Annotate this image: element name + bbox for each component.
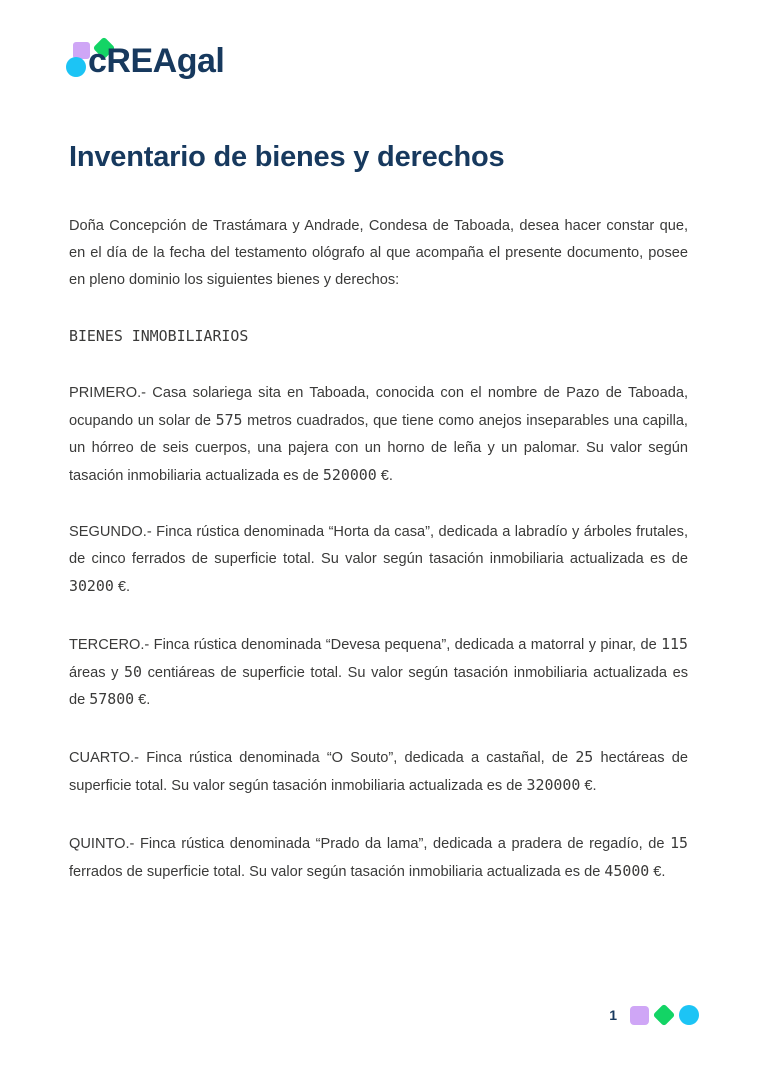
inserted-value: 50 xyxy=(124,662,142,681)
inserted-value: 25 xyxy=(575,748,594,767)
document-body xyxy=(69,213,688,885)
inserted-value: 575 xyxy=(215,410,243,429)
footer-diamond-icon xyxy=(653,1004,676,1027)
inserted-value: 45000 xyxy=(604,861,650,880)
text-segment: TERCERO.- Finca rústica denominada “Devesa pequena”, dedicada a matorral y pinar, de xyxy=(69,636,662,653)
logo-circle-icon xyxy=(66,57,86,77)
text-segment: €. xyxy=(649,863,666,880)
inserted-value: 115 xyxy=(661,634,688,653)
inserted-value: 520000 xyxy=(322,465,377,484)
logo-wordmark: cREAgal xyxy=(88,42,225,80)
footer-circle-icon xyxy=(679,1005,699,1025)
text-segment: hectáreas de superficie total. Su valor según tasación inmobiliaria actualizada es de xyxy=(69,750,688,794)
text-segment: CUARTO.- Finca rústica denominada “O Souto”, dedicada a castañal, de xyxy=(69,750,576,767)
inserted-value: 57800 xyxy=(89,690,135,709)
item-quinto xyxy=(69,830,688,886)
section-heading-bienes-inmobiliarios xyxy=(69,323,688,350)
creagal-logo xyxy=(64,30,284,88)
text-segment: SEGUNDO.- Finca rústica denominada “Horta da casa”, dedicada a labradío y árboles frutales, de cinco ferrados de superficie total. Su valor según tasación inmobiliaria actualizada es de xyxy=(69,524,688,568)
text-segment: centiáreas de superficie total. Su valor según tasación inmobiliaria actualizada es de xyxy=(69,664,688,709)
item-cuarto xyxy=(69,744,688,800)
page-title: Inventario de bienes y derechos xyxy=(69,141,505,173)
page-footer xyxy=(609,1005,699,1025)
text-segment: €. xyxy=(376,467,393,484)
inserted-value: BIENES INMOBILIARIOS xyxy=(69,327,249,346)
text-segment: ferrados de superficie total. Su valor según tasación inmobiliaria actualizada es de xyxy=(69,863,605,880)
text-segment: PRIMERO.- Casa solariega sita en Taboada, conocida con el nombre de Pazo de Taboada, ocupando un solar de xyxy=(69,385,688,429)
text-segment: €. xyxy=(113,578,131,595)
item-segundo xyxy=(69,519,688,600)
inserted-value: 320000 xyxy=(526,775,581,794)
page-number: 1 xyxy=(609,1007,617,1023)
document-content xyxy=(69,141,688,885)
item-tercero xyxy=(69,631,688,714)
item-primero xyxy=(69,380,688,489)
footer-square-icon xyxy=(630,1006,649,1025)
text-segment: áreas y xyxy=(69,664,125,681)
text-segment: QUINTO.- Finca rústica denominada “Prado da lama”, dedicada a pradera de regadío, de xyxy=(69,835,671,852)
intro-paragraph xyxy=(69,213,688,293)
text-segment: €. xyxy=(134,692,151,709)
text-segment: €. xyxy=(580,777,597,794)
inserted-value: 15 xyxy=(670,833,688,852)
text-segment: Doña Concepción de Trastámara y Andrade, Condesa de Taboada, desea hacer constar que, en el día de la fecha del testamento ológrafo al que acompaña el presente documento, posee en pleno dominio los siguientes bienes y derechos: xyxy=(69,218,688,288)
inserted-value: 30200 xyxy=(69,576,114,595)
text-segment: metros cuadrados, que tiene como anejos inseparables una capilla, un hórreo de seis cuerpos, una pajera con un horno de leña y un palomar. Su valor según tasación inmobiliaria actualizada es de xyxy=(69,412,688,484)
